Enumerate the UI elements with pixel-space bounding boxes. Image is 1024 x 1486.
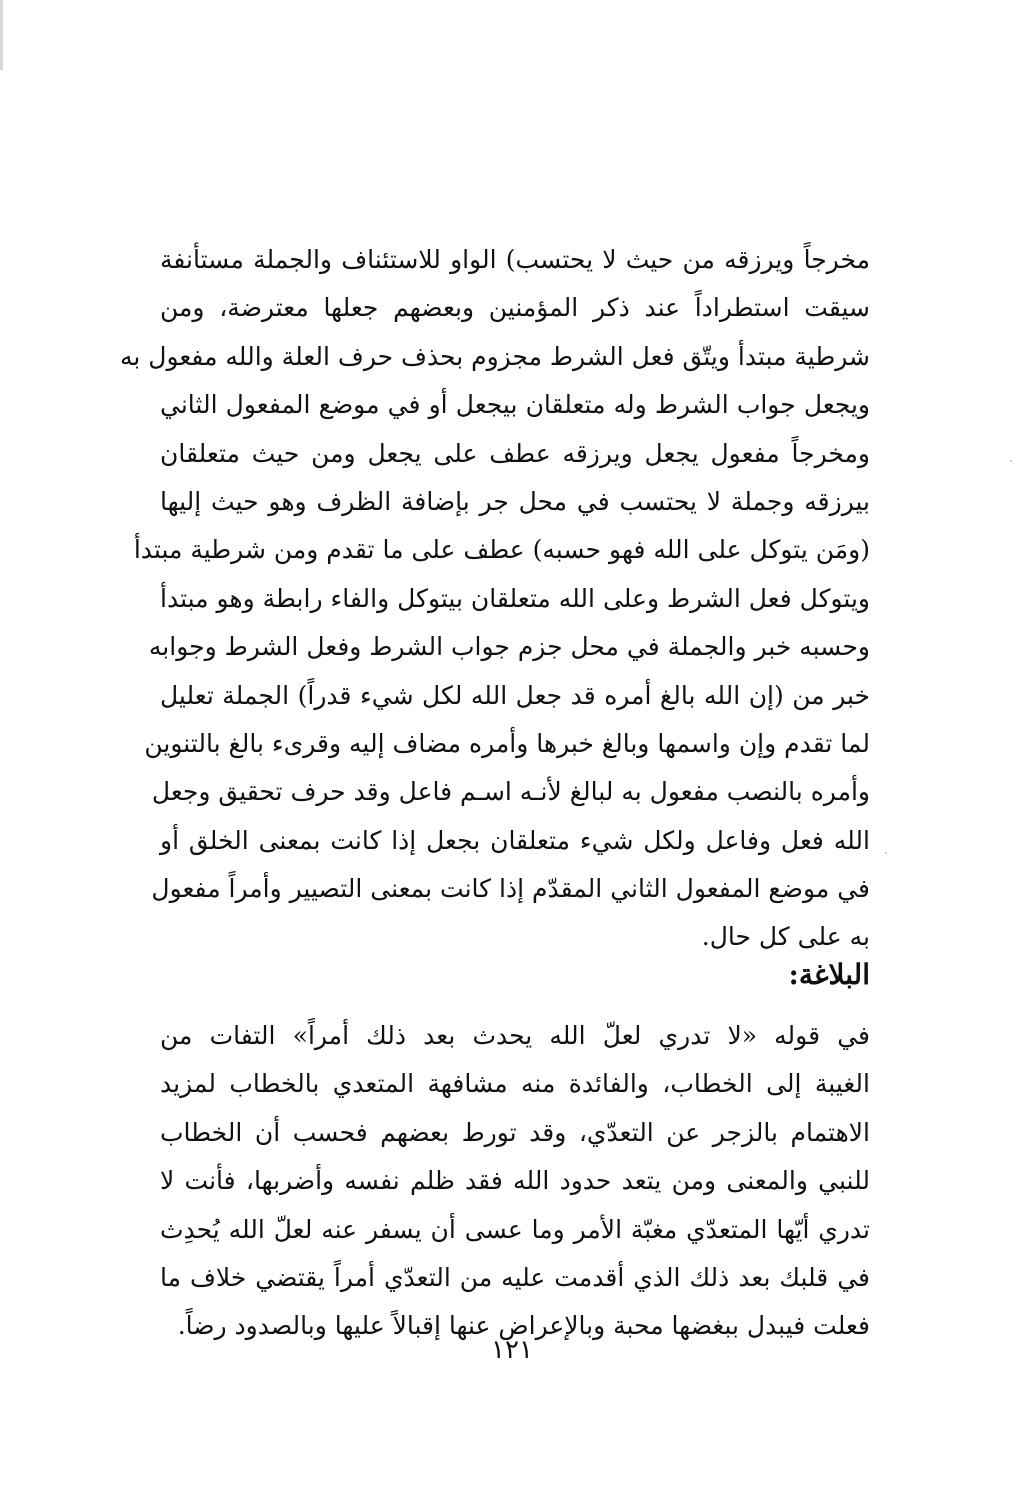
text-line: لما تقدم وإن واسمها وبالغ خبرها وأمره مضاف إليه وقرىء بالغ بالتنوين <box>144 728 870 758</box>
text-line: وأمره بالنصب مفعول به لبالغ لأنـه اسـم فاعل وقد حرف تحقيق وجعل <box>151 777 870 807</box>
text-line: في موضع المفعول الثاني المقدّم إذا كانت بمعنى التصيير وأمراً مفعول <box>151 874 870 904</box>
text-line: الله فعل وفاعل ولكل شيء متعلقان بجعل إذا كانت بمعنى الخلق أو <box>160 825 870 855</box>
text-line: تدري أيّها المتعدّي مغبّة الأمر وما عسى أن يسفر عنه لعلّ الله يُحدِث <box>160 1214 870 1244</box>
text-line: مخرجاً ويرزقه من حيث لا يحتسب) الواو للاستئناف والجملة مستأنفة <box>160 245 870 274</box>
text-line: بيرزقه وجملة لا يحتسب في محل جر بإضافة الظرف وهو حيث إليها <box>160 486 870 516</box>
text-line: فعلت فيبدل ببغضها محبة وبالإعراض عنها إقبالاً عليها وبالصدود رضاً. <box>177 1311 870 1341</box>
text-line: في قلبك بعد ذلك الذي أقدمت عليه من التعدّي أمراً يقتضي خلاف ما <box>160 1262 870 1292</box>
scan-edge-mark <box>0 0 3 70</box>
scan-speck <box>885 852 887 854</box>
text-line: (ومَن يتوكل على الله فهو حسبه) عطف على ما تقدم ومن شرطية مبتدأ <box>133 535 870 565</box>
text-line: به على كل حال. <box>701 922 870 952</box>
paragraph-balagha <box>160 1012 870 1351</box>
text-line: خبر من (إن الله بالغ أمره قد جعل الله لكل شيء قدراً) الجملة تعليل <box>160 680 870 710</box>
page-number: ١٢١ <box>491 1335 533 1365</box>
paragraph-i-rab <box>119 236 870 962</box>
text-line: ومخرجاً مفعول يجعل ويرزقه عطف على يجعل ومن حيث متعلقان <box>160 438 870 468</box>
text-line: سيقت استطراداً عند ذكر المؤمنين وبعضهم جعلها معترضة، ومن <box>160 293 870 323</box>
text-line: ويتوكل فعل الشرط وعلى الله متعلقان بيتوكل والفاء رابطة وهو مبتدأ <box>160 583 870 613</box>
text-line: شرطية مبتدأ ويتّق فعل الشرط مجزوم بحذف حرف العلة والله مفعول به <box>119 341 870 371</box>
text-line: وحسبه خبر والجملة في محل جزم جواب الشرط وفعل الشرط وجوابه <box>148 632 870 662</box>
text-line: في قوله «لا تدري لعلّ الله يحدث بعد ذلك أمراً» التفات من <box>160 1021 870 1050</box>
text-line: ويجعل جواب الشرط وله متعلقان بيجعل أو في موضع المفعول الثاني <box>160 390 870 420</box>
section-heading: البلاغة: <box>788 958 870 991</box>
text-line: للنبي والمعنى ومن يتعد حدود الله فقد ظلم نفسه وأضربها، فأنت لا <box>160 1166 870 1196</box>
text-line: الاهتمام بالزجر عن التعدّي، وقد تورط بعضهم فحسب أن الخطاب <box>160 1117 870 1147</box>
text-line: الغيبة إلى الخطاب، والفائدة منه مشافهة المتعدي بالخطاب لمزيد <box>160 1069 870 1099</box>
scan-speck <box>1010 460 1012 462</box>
